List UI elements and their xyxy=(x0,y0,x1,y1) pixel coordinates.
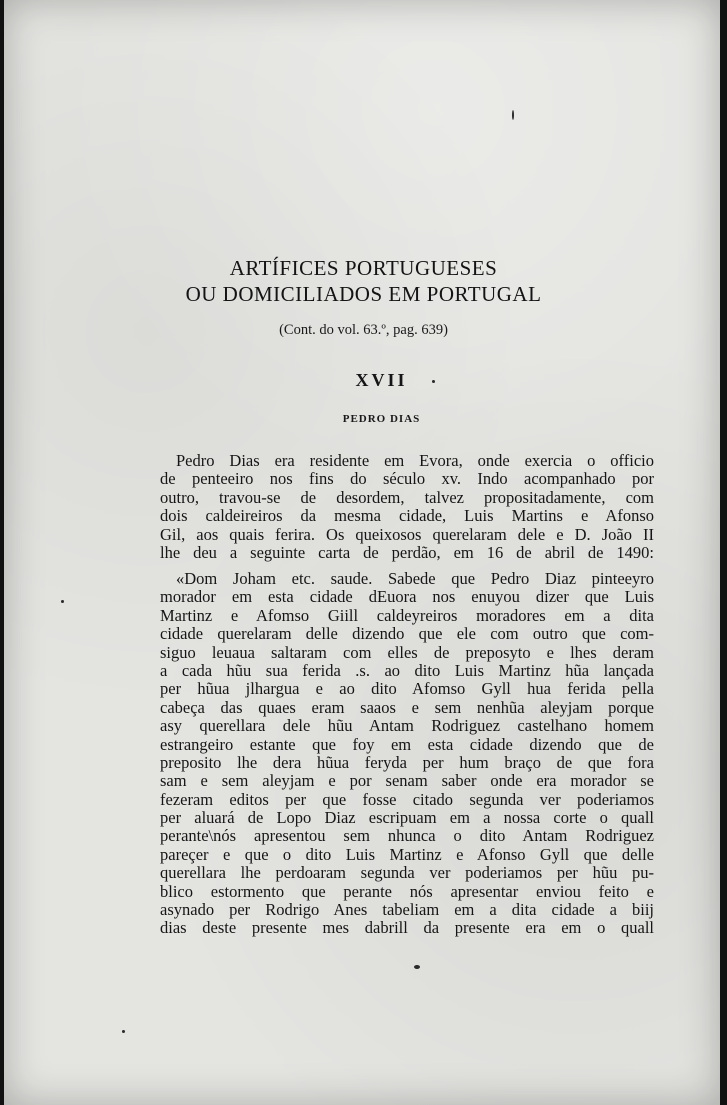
text-line: a cada hũu sua ferida .s. ao dito Luis Martinz hũa lançada xyxy=(160,660,654,680)
text-line: per hũua jlhargua e ao dito Afomso Gyll hua ferida pella xyxy=(160,679,654,699)
text-line: fezeram editos per que fosse citado segunda ver poderiamos xyxy=(160,789,654,809)
text-line: siguo leuaua saltaram com elles de preposyto e lhes deram xyxy=(160,642,654,662)
text-line: asynado per Rodrigo Anes tabeliam em a dita cidade a biij xyxy=(160,900,654,920)
text-line: outro, travou-se de desordem, talvez propositadamente, com xyxy=(160,487,654,507)
quoted-letter-paragraph xyxy=(160,570,654,938)
text-line: morador em esta cidade dEuora nos enuyou dizer que Luis xyxy=(160,587,654,607)
text-line: sam e sem aleyjam e por senam saber onde era morador se xyxy=(160,771,654,791)
chapter-number: XVII xyxy=(355,370,408,390)
text-line: Martinz e Afomso Giill caldeyreiros moradores em a dita xyxy=(160,605,654,625)
text-line: Pedro Dias era residente em Evora, onde exercia o officio xyxy=(176,451,654,470)
article-title-line-1: ARTÍFICES PORTUGUESES xyxy=(229,256,498,280)
text-line: asy querellara dele hũu Antam Rodriguez castelhano homem xyxy=(160,716,654,736)
text-line: pareçer e que o dito Luis Martinz e Afonso Gyll que delle xyxy=(160,844,654,864)
article-title-line-2: OU DOMICILIADOS EM PORTUGAL xyxy=(185,282,542,306)
text-line: per aluará de Lopo Diaz escripuam em a nossa corte o quall xyxy=(160,808,654,828)
text-line: dias deste presente mes dabrill da presente era em o quall xyxy=(160,918,654,938)
text-line: querellara lhe perdoaram segunda ver poderiamos per hũu pu- xyxy=(160,863,654,883)
page-speck xyxy=(122,1030,125,1033)
text-line: cabeça das quaes eram saaos e sem nenhũa aleyjam porque xyxy=(160,697,654,717)
page-speck xyxy=(61,600,64,603)
text-line: de penteeiro nos fins do século xv. Indo acompanhado por xyxy=(160,469,654,489)
text-line: blico estormento que perante nós apresentar enviou feito e xyxy=(160,881,654,901)
continuation-note: (Cont. do vol. 63.º, pag. 639) xyxy=(279,322,448,338)
text-line: «Dom Joham etc. saude. Sabede que Pedro Diaz pinteeyro xyxy=(176,569,654,588)
text-line: preposito lhe dera hũua feryda per hum braço de que fora xyxy=(160,752,654,772)
text-line: Gil, aos quais ferira. Os queixosos querelaram dele e D. João II xyxy=(160,524,654,544)
text-line: cidade querelaram delle dizendo que ele com outro que com- xyxy=(160,624,654,644)
text-line: dois caldeireiros da mesma cidade, Luis Martins e Afonso xyxy=(160,506,654,526)
page-speck xyxy=(414,965,420,969)
page-speck xyxy=(512,110,514,120)
text-line: lhe deu a seguinte carta de perdão, em 16 de abril de 1490: xyxy=(160,542,654,562)
text-line: perante\nós apresentou sem nhunca o dito Antam Rodriguez xyxy=(160,826,654,846)
chapter-subject: PEDRO DIAS xyxy=(342,413,421,425)
text-line: estrangeiro estante que foy em esta cidade dizendo que de xyxy=(160,734,654,754)
intro-paragraph xyxy=(160,452,654,562)
